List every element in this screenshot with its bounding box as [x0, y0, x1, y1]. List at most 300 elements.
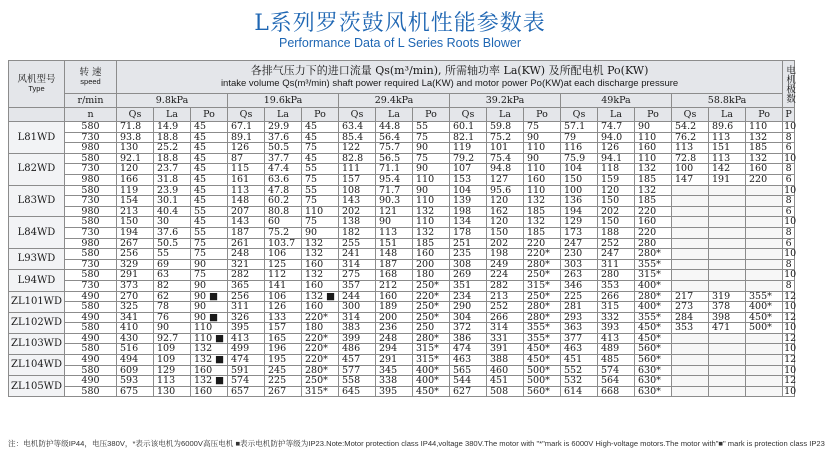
value-cell: 463 [561, 344, 598, 355]
value-cell: 92.7 [154, 333, 191, 344]
value-cell: 353 [598, 280, 635, 291]
value-cell: 234 [450, 291, 487, 302]
value-cell: 76 [154, 312, 191, 323]
p-label: P [783, 108, 795, 122]
speed-cell: 980 [65, 174, 117, 185]
value-cell: 108 [339, 185, 376, 196]
table-row [9, 323, 795, 334]
value-cell: 45 [302, 153, 339, 164]
poles-cell: 10 [784, 301, 797, 313]
performance-table [8, 60, 795, 397]
pressure-header: 49kPa [561, 94, 672, 108]
value-cell [709, 344, 746, 355]
value-cell: 125 [265, 259, 302, 270]
speed-cell: 580 [65, 185, 117, 196]
model-cell: L94WD [9, 270, 65, 291]
table-row [9, 238, 795, 249]
value-cell: 160 [635, 143, 672, 154]
value-cell: 202 [339, 206, 376, 217]
poles-cell: 10 [784, 364, 797, 376]
value-cell [672, 333, 709, 344]
value-cell: 325 [117, 302, 154, 313]
value-cell: 151 [709, 143, 746, 154]
value-cell: 516 [117, 344, 154, 355]
value-cell: 373 [117, 280, 154, 291]
table-row [9, 312, 795, 323]
value-cell: 247 [598, 249, 635, 260]
value-cell: 430 [117, 333, 154, 344]
value-cell [746, 344, 783, 355]
value-cell: 213 [487, 291, 524, 302]
value-cell: 194 [117, 227, 154, 238]
value-cell: 56.5 [376, 153, 413, 164]
value-cell: 185 [635, 196, 672, 207]
sub-header-qs: Qs [339, 108, 376, 122]
value-cell: 230 [561, 249, 598, 260]
value-cell: 160 [376, 291, 413, 302]
value-cell: 351 [450, 280, 487, 291]
value-cell: 668 [598, 386, 635, 397]
value-cell: 220* [302, 333, 339, 344]
value-cell: 500* [524, 376, 561, 387]
value-cell: 245 [265, 365, 302, 376]
value-cell: 499 [228, 344, 265, 355]
value-cell: 267 [265, 386, 302, 397]
value-cell: 346 [561, 280, 598, 291]
value-cell [672, 270, 709, 281]
value-cell: 148 [376, 249, 413, 260]
value-cell: 220 [635, 206, 672, 217]
value-cell: 282 [487, 280, 524, 291]
speed-cell: 580 [65, 365, 117, 376]
table-row [9, 270, 795, 281]
value-cell: 121 [376, 206, 413, 217]
value-cell: 315* [413, 355, 450, 366]
value-cell: 353 [672, 323, 709, 334]
value-cell: 565 [450, 365, 487, 376]
value-cell: 552 [561, 365, 598, 376]
table-row [9, 291, 795, 302]
value-cell: 122 [339, 143, 376, 154]
value-cell: 377 [561, 333, 598, 344]
value-cell: 252 [598, 238, 635, 249]
value-cell: 90 [413, 164, 450, 175]
value-cell: 126 [598, 143, 635, 154]
value-cell: 132 [302, 249, 339, 260]
value-cell: 113 [709, 132, 746, 143]
table-row [9, 174, 795, 185]
value-cell: 87 [228, 153, 265, 164]
value-cell [672, 206, 709, 217]
value-cell [746, 333, 783, 344]
value-cell: 160 [302, 280, 339, 291]
value-cell: 71.8 [117, 122, 154, 133]
value-cell: 75 [413, 153, 450, 164]
table-row [9, 132, 795, 143]
value-cell: 393 [598, 323, 635, 334]
value-cell: 386 [450, 333, 487, 344]
speed-header-cn: 转 速 [79, 66, 102, 78]
value-cell: 474 [450, 344, 487, 355]
sub-header-qs: Qs [672, 108, 709, 122]
value-cell: 281 [561, 302, 598, 313]
value-cell: 248 [228, 249, 265, 260]
value-cell: 94.0 [598, 132, 635, 143]
sub-header-po: Po [302, 108, 339, 122]
value-cell: 185 [524, 227, 561, 238]
pressure-header: 19.6kPa [228, 94, 339, 108]
model-header-en: Type [28, 84, 45, 94]
value-cell: 85.4 [339, 132, 376, 143]
value-cell: 132 [524, 196, 561, 207]
model-cell: L83WD [9, 185, 65, 217]
value-cell: 75 [524, 122, 561, 133]
value-cell [672, 386, 709, 397]
table-row [9, 227, 795, 238]
value-cell: 250* [302, 376, 339, 387]
value-cell: 92.1 [117, 153, 154, 164]
value-cell: 160 [302, 302, 339, 313]
value-cell: 47.8 [265, 185, 302, 196]
model-cell: L84WD [9, 217, 65, 249]
value-cell: 44.8 [376, 122, 413, 133]
value-cell: 127 [487, 174, 524, 185]
value-cell: 400* [413, 365, 450, 376]
table-row [9, 344, 795, 355]
table-row [9, 143, 795, 154]
value-cell: 79 [561, 132, 598, 143]
speed-cell: 580 [65, 323, 117, 334]
value-cell: 75 [302, 143, 339, 154]
value-cell: 111 [339, 164, 376, 175]
sub-header-po: Po [191, 108, 228, 122]
value-cell: 250* [413, 302, 450, 313]
value-cell: 173 [561, 227, 598, 238]
value-cell: 75.9 [561, 153, 598, 164]
value-cell: 450* [413, 386, 450, 397]
speed-cell: 730 [65, 196, 117, 207]
value-cell: 130 [154, 386, 191, 397]
value-cell: 630* [635, 376, 672, 387]
poles-cell: 12 [784, 375, 797, 387]
value-cell: 90 [413, 143, 450, 154]
value-cell: 220 [635, 227, 672, 238]
model-cell: L93WD [9, 249, 65, 270]
value-cell: 202 [598, 206, 635, 217]
value-cell: 90 [191, 259, 228, 270]
poles-cell: 10 [784, 269, 797, 281]
value-cell: 450* [524, 344, 561, 355]
value-cell: 45 [302, 132, 339, 143]
value-cell: 451 [487, 376, 524, 387]
value-cell: 126 [265, 302, 302, 313]
model-cell: ZL102WD [9, 312, 65, 333]
value-cell: 189 [376, 302, 413, 313]
value-cell: 263 [561, 270, 598, 281]
value-cell: 75 [191, 249, 228, 260]
value-cell: 154 [117, 196, 154, 207]
value-cell: 37.7 [265, 153, 302, 164]
value-cell: 236 [376, 323, 413, 334]
value-cell: 90 [413, 185, 450, 196]
sub-header-la: La [709, 108, 746, 122]
value-cell: 220* [302, 312, 339, 323]
model-header-spacer [9, 108, 65, 122]
model-header [9, 61, 65, 108]
value-cell: 249 [487, 259, 524, 270]
speed-cell: 580 [65, 217, 117, 228]
value-cell: 132 [413, 227, 450, 238]
value-cell: 280* [635, 291, 672, 302]
value-cell [746, 206, 783, 217]
value-cell: 290 [450, 302, 487, 313]
value-cell: 14.9 [154, 122, 191, 133]
value-cell: 270 [117, 291, 154, 302]
value-cell: 113 [672, 143, 709, 154]
value-cell: 304 [450, 312, 487, 323]
value-cell: 341 [117, 312, 154, 323]
value-cell [709, 259, 746, 270]
value-cell: 207 [228, 206, 265, 217]
poles-cell: 10 [784, 152, 797, 164]
value-cell: 293 [561, 312, 598, 323]
table-row [9, 259, 795, 270]
value-cell [672, 238, 709, 249]
value-cell: 55 [302, 185, 339, 196]
value-cell: 266 [487, 312, 524, 323]
value-cell: 110 ■ [191, 333, 228, 344]
value-cell: 460 [487, 365, 524, 376]
poles-cell: 12 [784, 332, 797, 344]
value-cell: 71.7 [376, 185, 413, 196]
value-cell: 126 [228, 143, 265, 154]
value-cell: 90 [524, 132, 561, 143]
value-cell: 113 [376, 227, 413, 238]
model-header-cn: 风机型号 [17, 73, 56, 85]
value-cell: 355* [635, 259, 672, 270]
value-cell: 18.8 [154, 153, 191, 164]
n-label: n [65, 108, 117, 122]
value-cell: 132 [635, 164, 672, 175]
value-cell: 383 [339, 323, 376, 334]
value-cell: 280* [524, 302, 561, 313]
value-cell: 82.1 [450, 132, 487, 143]
value-cell: 319 [709, 291, 746, 302]
value-cell: 326 [228, 312, 265, 323]
value-cell: 76.2 [672, 132, 709, 143]
speed-cell: 490 [65, 376, 117, 387]
value-cell: 79.2 [450, 153, 487, 164]
value-cell: 558 [339, 376, 376, 387]
value-cell [672, 280, 709, 291]
value-cell: 220* [302, 355, 339, 366]
value-cell: 280* [302, 365, 339, 376]
value-cell: 134 [450, 217, 487, 228]
value-cell: 110 [524, 164, 561, 175]
value-cell: 30 [154, 217, 191, 228]
value-cell: 250* [413, 312, 450, 323]
value-cell: 591 [228, 365, 265, 376]
value-cell: 248 [376, 333, 413, 344]
value-cell: 110 [413, 217, 450, 228]
value-cell: 645 [339, 386, 376, 397]
value-cell: 241 [339, 249, 376, 260]
value-cell: 55 [154, 249, 191, 260]
page-title: L系列罗茨鼓风机性能参数表 [254, 11, 546, 36]
value-cell: 110 [746, 122, 783, 133]
value-cell: 532 [561, 376, 598, 387]
value-cell: 266 [598, 291, 635, 302]
value-cell: 187 [228, 227, 265, 238]
poles-cell: 6 [783, 206, 795, 217]
value-cell [709, 185, 746, 196]
table-row [9, 185, 795, 196]
value-cell: 160 [635, 217, 672, 228]
value-cell: 104 [561, 164, 598, 175]
sub-header-po: Po [413, 108, 450, 122]
value-cell: 355* [524, 323, 561, 334]
speed-header-en: speed [80, 77, 101, 87]
value-cell: 400* [635, 302, 672, 313]
value-cell: 60.1 [450, 122, 487, 133]
value-cell: 45 [191, 122, 228, 133]
value-cell: 187 [376, 259, 413, 270]
value-cell: 398 [709, 312, 746, 323]
value-cell: 250* [524, 270, 561, 281]
poles-cell: 8 [783, 164, 795, 175]
value-cell: 113 [228, 185, 265, 196]
value-cell: 141 [265, 280, 302, 291]
value-cell: 329 [117, 259, 154, 270]
value-cell: 315* [524, 280, 561, 291]
table-row [9, 280, 795, 291]
value-cell: 59.8 [487, 122, 524, 133]
poles-cell: 12 [784, 290, 797, 302]
value-cell [746, 185, 783, 196]
sub-header-po: Po [524, 108, 561, 122]
sub-header-la: La [265, 108, 302, 122]
value-cell: 75.7 [376, 143, 413, 154]
poles-cell: 6 [783, 238, 795, 249]
value-cell: 500* [524, 365, 561, 376]
value-cell: 202 [487, 238, 524, 249]
value-cell: 107 [450, 164, 487, 175]
value-cell: 314 [487, 323, 524, 334]
value-cell: 60 [265, 217, 302, 228]
value-cell: 196 [265, 344, 302, 355]
value-cell: 45 [191, 153, 228, 164]
speed-cell: 730 [65, 164, 117, 175]
value-cell [709, 238, 746, 249]
value-cell: 55 [413, 122, 450, 133]
value-cell: 75 [413, 132, 450, 143]
value-cell: 560* [635, 355, 672, 366]
value-cell: 78 [154, 302, 191, 313]
value-cell [709, 227, 746, 238]
value-cell: 109 [154, 355, 191, 366]
poles-cell: 10 [784, 343, 797, 355]
value-cell: 75 [191, 270, 228, 281]
value-cell: 130 [117, 143, 154, 154]
value-cell: 110 [413, 196, 450, 207]
value-cell: 80.8 [265, 206, 302, 217]
value-cell: 62 [154, 291, 191, 302]
main-header-en: intake volume Qs(m³/min) shaft power required La(KW) and motor power Po(KW)at each discharge pressure [220, 78, 679, 89]
value-cell: 113 [154, 376, 191, 387]
value-cell: 150 [598, 196, 635, 207]
value-cell [746, 355, 783, 366]
value-cell: 106 [265, 249, 302, 260]
poles-cell: 8 [783, 280, 795, 291]
value-cell: 225 [265, 376, 302, 387]
value-cell: 294 [376, 344, 413, 355]
poles-cell: 12 [784, 354, 797, 366]
value-cell: 157 [265, 323, 302, 334]
value-cell: 109 [154, 344, 191, 355]
poles-cell: 10 [784, 216, 797, 228]
value-cell: 275 [339, 270, 376, 281]
value-cell: 31.8 [154, 174, 191, 185]
value-cell: 132 [635, 185, 672, 196]
value-cell: 251 [450, 238, 487, 249]
speed-cell: 580 [65, 302, 117, 313]
pressure-header: 9.8kPa [117, 94, 228, 108]
value-cell [709, 217, 746, 228]
value-cell: 450* [524, 355, 561, 366]
value-cell: 450* [635, 323, 672, 334]
value-cell: 185 [524, 206, 561, 217]
value-cell: 217 [672, 291, 709, 302]
value-cell [746, 386, 783, 397]
pressure-header: 39.2kPa [450, 94, 561, 108]
value-cell: 50.5 [154, 238, 191, 249]
value-cell: 148 [228, 196, 265, 207]
sub-header-la: La [154, 108, 191, 122]
value-cell: 391 [487, 344, 524, 355]
value-cell [746, 249, 783, 260]
value-cell: 413 [598, 333, 635, 344]
poles-cell: 10 [784, 184, 797, 196]
speed-header [65, 61, 117, 94]
value-cell: 220* [302, 344, 339, 355]
speed-cell: 580 [65, 344, 117, 355]
value-cell: 45 [191, 143, 228, 154]
value-cell [709, 376, 746, 387]
value-cell [709, 365, 746, 376]
value-cell: 500* [746, 323, 783, 334]
value-cell: 110 [524, 143, 561, 154]
value-cell: 132 [524, 217, 561, 228]
value-cell: 101 [487, 143, 524, 154]
value-cell [672, 259, 709, 270]
value-cell: 574 [598, 365, 635, 376]
value-cell: 311 [598, 259, 635, 270]
value-cell: 90 [376, 217, 413, 228]
value-cell: 162 [487, 206, 524, 217]
value-cell: 560* [524, 386, 561, 397]
poles-cell: 10 [784, 121, 797, 132]
value-cell: 200 [413, 259, 450, 270]
value-cell: 71.1 [376, 164, 413, 175]
value-cell: 90 [191, 280, 228, 291]
speed-cell: 730 [65, 259, 117, 270]
value-cell: 103.7 [265, 238, 302, 249]
value-cell: 627 [450, 386, 487, 397]
value-cell: 110 [413, 174, 450, 185]
value-cell: 489 [598, 344, 635, 355]
value-cell: 315* [635, 270, 672, 281]
value-cell: 593 [117, 376, 154, 387]
